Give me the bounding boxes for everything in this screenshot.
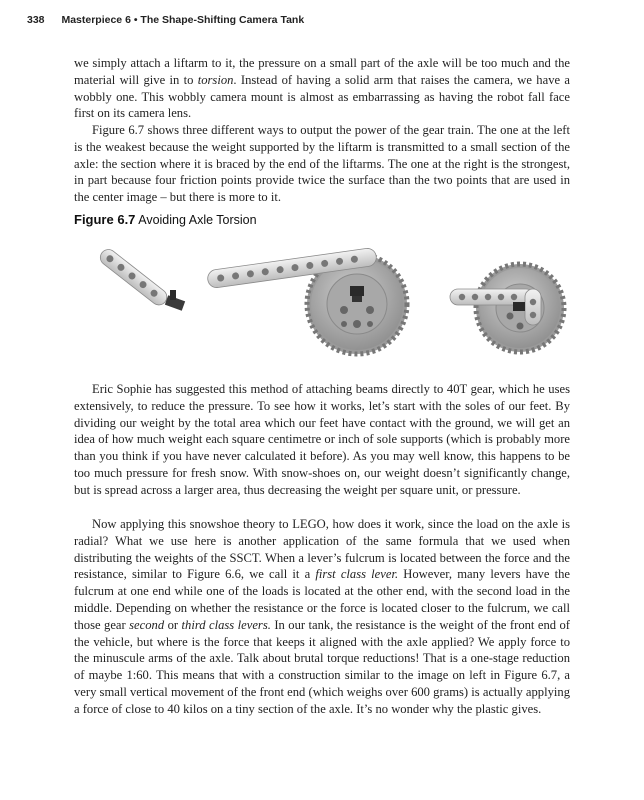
center-gear-assembly (207, 247, 407, 354)
para4-text-a: Now applying this snowshoe theory to LEGO, how does it work, since the load on the axle is radial? What we use here is another application of the same formula that we used when distributing the weights of the SSCT. When a lever’s fulcrum is located between the force and the resistance, similar to Figure 6.6, we call it a (74, 517, 570, 582)
para4-text-c: or (164, 617, 182, 632)
running-header (27, 14, 304, 26)
para4-emphasis-1: first class lever. (315, 567, 399, 582)
paragraph-3 (74, 381, 570, 499)
paragraph-4 (74, 516, 570, 718)
left-liftarm-assembly (97, 246, 185, 310)
para3-text: Eric Sophie has suggested this method of attaching beams directly to 40T gear, which he uses extensively, to reduce the pressure. To see how it works, let’s start with the soles of our feet. By dividing our weight by the total area which our feet have contact with the ground, we will get an idea of how much weight each square centimetre or inch of sole supports (which is probably more than you think if you have never calculated it before). As you may well know, this happens to be too much pressure for fresh snow. With snow-shoes on, our weight doesn’t significantly change, but is spread across a larger area, thus decreasing the weight per square unit, or pressure. (74, 382, 570, 497)
para1-emphasis: torsion (197, 72, 234, 87)
para1-text-a: we simply attach a liftarm to it, the pressure on a small part of the axle will be too much and the material will give in to (74, 56, 570, 87)
figure-caption (74, 212, 257, 227)
para4-text-b: However, many levers have the fulcrum at one end while one of the loads is located at the other end, with the second load in the middle. Depending on whether the resistance or the force is located closer to the fulcrum, we call those gear (74, 567, 570, 632)
paragraph-1 (74, 55, 570, 122)
para1-text-b: . Instead of having a solid arm that raises the camera, we have a wobbly one. This wobbly camera mount is almost as embarrassing as having the robot fall face first on its camera lens. (74, 72, 570, 121)
right-gear-assembly (450, 264, 564, 352)
figure-label: Figure 6.7 (74, 212, 136, 227)
figure-6-7-illustration (74, 232, 574, 362)
running-title: Masterpiece 6 • The Shape-Shifting Camera Tank (61, 14, 305, 26)
paragraph-2 (74, 122, 570, 206)
figure-caption-text: Avoiding Axle Torsion (138, 213, 257, 227)
page-number: 338 (27, 14, 45, 26)
para4-emphasis-2: second (129, 617, 165, 632)
para4-text-d: In our tank, the resistance is the weight of the front end of the vehicle, but where is the force that keeps it aligned with the axle applied? We apply force to the minuscule arms of the axle. Talk about brutal torque reductions! That is a one-stage reduction of maybe 1:60. This means that with a construction similar to the image on left in Figure 6.7, a very small vertical movement of the front end (which weighs over 600 grams) is actually applying a force of close to 40 kilos on a tiny section of the axle. It’s no wonder why the plastic gives. (74, 617, 570, 716)
para2-text: Figure 6.7 shows three different ways to output the power of the gear train. The one at the left is the weakest because the weight supported by the liftarm is transmitted to a small section of the axle: the section where it is braced by the end of the liftarms. The one at the right is the strongest, in part because four friction points provide twice the surface than the two points that are used in the center image – but there is more to it. (74, 123, 570, 205)
para4-emphasis-3: third class levers. (181, 617, 271, 632)
